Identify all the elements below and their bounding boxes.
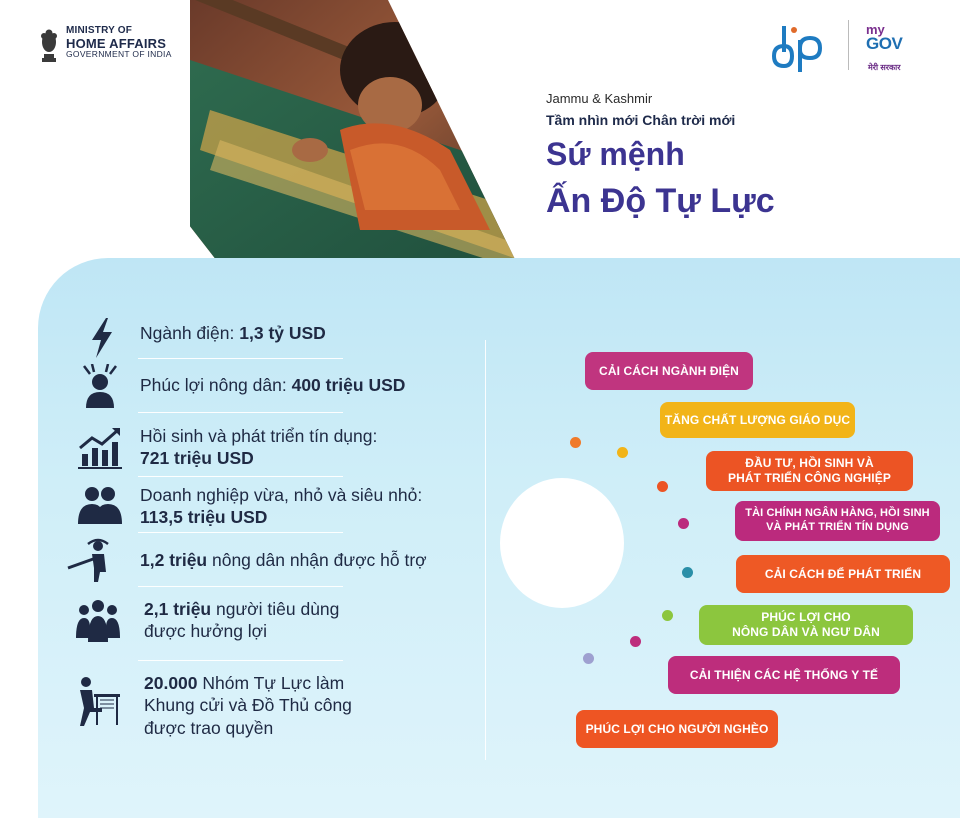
weaver-loom-icon: [72, 672, 124, 728]
mission-farmer-fisher-welfare: PHÚC LỢI CHO NÔNG DÂN VÀ NGƯ DÂN: [699, 605, 913, 645]
mygov-tagline: मेरी सरकार: [868, 63, 901, 72]
mission-dot: [583, 653, 594, 664]
region-label: Jammu & Kashmir: [546, 91, 653, 106]
mission-dot: [678, 518, 689, 529]
mission-poor-welfare: PHÚC LỢI CHO NGƯỜI NGHÈO: [576, 710, 778, 748]
ministry-line2: HOME AFFAIRS: [66, 35, 167, 51]
mission-dot: [570, 437, 581, 448]
mission-health-systems: CẢI THIỆN CÁC HỆ THỐNG Y TẾ: [668, 656, 900, 694]
mission-education-quality: TĂNG CHẤT LƯỢNG GIÁO DỤC: [660, 402, 855, 438]
lightning-icon: [78, 314, 126, 360]
national-emblem-icon: [38, 28, 60, 64]
ministry-logo-text: [66, 26, 172, 59]
mission-industrial-investment: ĐẦU TƯ, HỒI SINH VÀ PHÁT TRIỂN CÔNG NGHIỆP: [706, 451, 913, 491]
farmer-welfare-icon: [76, 364, 124, 410]
divider: [138, 358, 343, 359]
divider: [138, 476, 343, 477]
ministry-line1: MINISTRY OF: [66, 25, 133, 36]
mygov-my: my: [866, 22, 885, 37]
stat-msme: Doanh nghiệp vừa, nhỏ và siêu nhỏ: 113,5 triệu USD: [140, 485, 423, 528]
mygov-logo: [866, 24, 902, 51]
stat-self-help-groups: 20.000 Nhóm Tự Lực làm Khung cửi và Đồ Thủ công được trao quyền: [144, 673, 352, 738]
mission-dot: [662, 610, 673, 621]
mygov-gov: GOV: [866, 33, 903, 53]
mission-dot: [682, 567, 693, 578]
stat-power-sector: Ngành điện: 1,3 tỷ USD: [140, 323, 326, 343]
logo-divider: [848, 20, 849, 70]
mission-banking-credit: TÀI CHÍNH NGÂN HÀNG, HỒI SINH VÀ PHÁT TRIỂN TÍN DỤNG: [735, 501, 940, 541]
farmer-plough-icon: [66, 538, 122, 584]
growth-chart-icon: [76, 424, 124, 470]
divider: [138, 412, 343, 413]
mission-power-reform: CẢI CÁCH NGÀNH ĐIỆN: [585, 352, 753, 390]
mission-dot: [617, 447, 628, 458]
consumers-group-icon: [72, 598, 124, 644]
ministry-line3: GOVERNMENT OF INDIA: [66, 49, 172, 60]
mission-reform-development: CẢI CÁCH ĐỂ PHÁT TRIỂN: [736, 555, 950, 593]
mission-dot: [657, 481, 668, 492]
stat-credit-revival: Hồi sinh và phát triển tín dụng: 721 triệu USD: [140, 426, 378, 469]
stat-farmer-welfare: Phúc lợi nông dân: 400 triệu USD: [140, 375, 406, 395]
page-title-line2: Ấn Độ Tự Lực: [546, 182, 775, 220]
stat-farmers-supported: 1,2 triệu nông dân nhận được hỗ trợ: [140, 550, 427, 570]
artisan-embroidery-photo: [190, 0, 520, 290]
panel-vertical-divider: [485, 340, 486, 760]
dipr-logo-icon: [770, 16, 830, 74]
divider: [138, 586, 343, 587]
center-circle: [500, 478, 624, 608]
divider: [138, 532, 343, 533]
stat-consumers: 2,1 triệu người tiêu dùng được hưởng lợi: [144, 599, 340, 642]
page-title-line1: Sứ mệnh: [546, 136, 685, 172]
slogan-text: Tầm nhìn mới Chân trời mới: [546, 112, 736, 128]
business-people-icon: [76, 482, 124, 528]
mission-dot: [630, 636, 641, 647]
divider: [138, 660, 343, 661]
